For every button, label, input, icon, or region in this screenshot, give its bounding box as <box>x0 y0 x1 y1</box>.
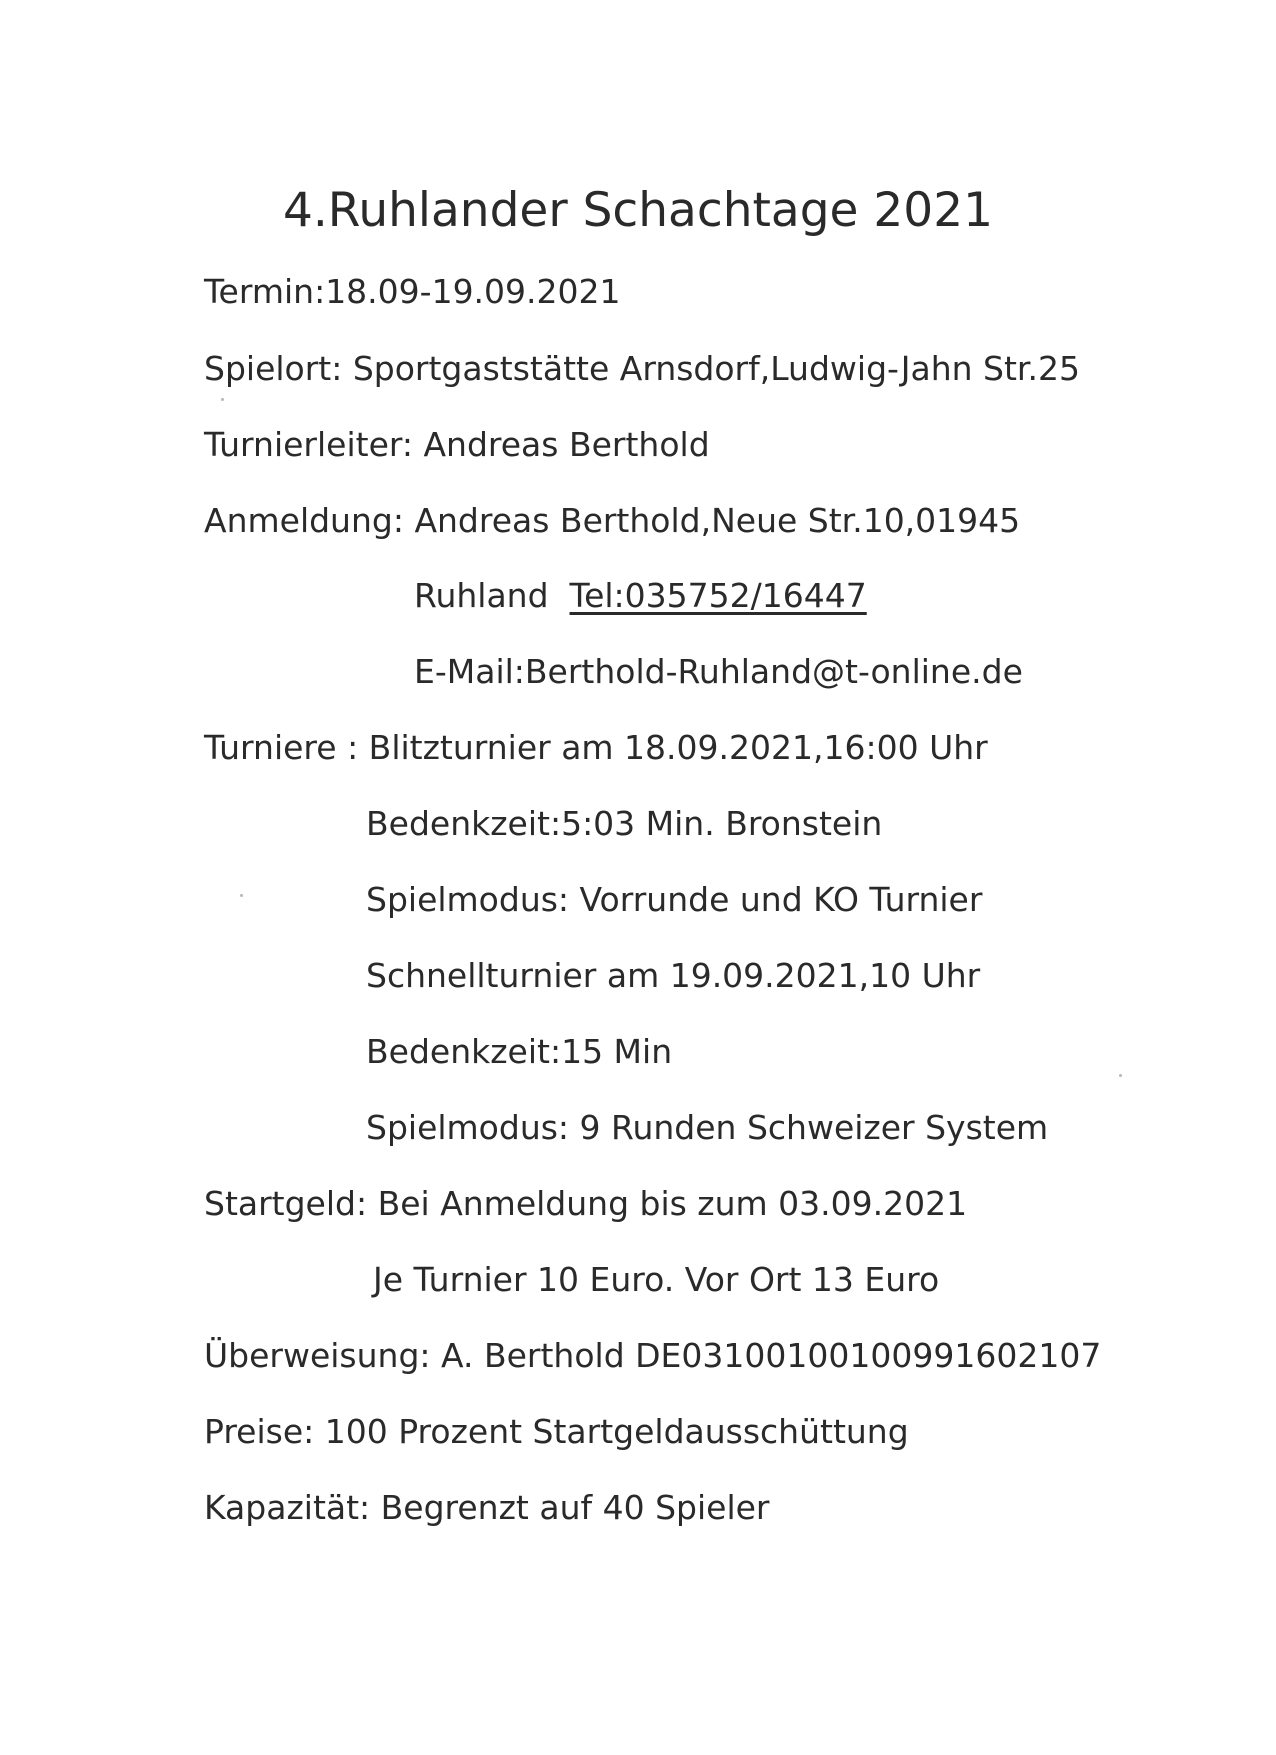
schnell-line: Schnellturnier am 19.09.2021,10 Uhr <box>366 956 981 995</box>
preise-line: Preise: 100 Prozent Startgeldausschüttung <box>204 1412 909 1451</box>
turniere-line: Turniere : Blitzturnier am 18.09.2021,16:00 Uhr <box>204 728 988 767</box>
startgeld-betrag-line: Je Turnier 10 Euro. Vor Ort 13 Euro <box>373 1260 940 1299</box>
document-title: 4.Ruhlander Schachtage 2021 <box>282 183 994 238</box>
anmeldung-address-line <box>414 576 867 615</box>
scan-speck <box>1119 1074 1122 1077</box>
anmeldung-line: Anmeldung: Andreas Berthold,Neue Str.10,01945 <box>204 501 1021 540</box>
kapazitaet-line: Kapazität: Begrenzt auf 40 Spieler <box>204 1488 770 1527</box>
anmeldung-ort: Ruhland <box>414 576 549 615</box>
scan-speck <box>221 398 224 401</box>
startgeld-line: Startgeld: Bei Anmeldung bis zum 03.09.2021 <box>204 1184 968 1223</box>
anmeldung-email-line: E-Mail:Berthold-Ruhland@t-online.de <box>414 652 1023 691</box>
schnell-bedenkzeit-line: Bedenkzeit:15 Min <box>366 1032 673 1071</box>
turnierleiter-line: Turnierleiter: Andreas Berthold <box>204 425 710 464</box>
termin-line: Termin:18.09-19.09.2021 <box>204 272 621 311</box>
blitz-spielmodus-line: Spielmodus: Vorrunde und KO Turnier <box>366 880 983 919</box>
scan-speck <box>240 894 243 897</box>
blitz-bedenkzeit-line: Bedenkzeit:5:03 Min. Bronstein <box>366 804 883 843</box>
ueberweisung-line: Überweisung: A. Berthold DE03100100100991602107 <box>204 1336 1102 1375</box>
spielort-line: Spielort: Sportgaststätte Arnsdorf,Ludwig-Jahn Str.25 <box>204 349 1080 388</box>
anmeldung-phone: Tel:035752/16447 <box>569 576 867 615</box>
schnell-spielmodus-line: Spielmodus: 9 Runden Schweizer System <box>366 1108 1049 1147</box>
